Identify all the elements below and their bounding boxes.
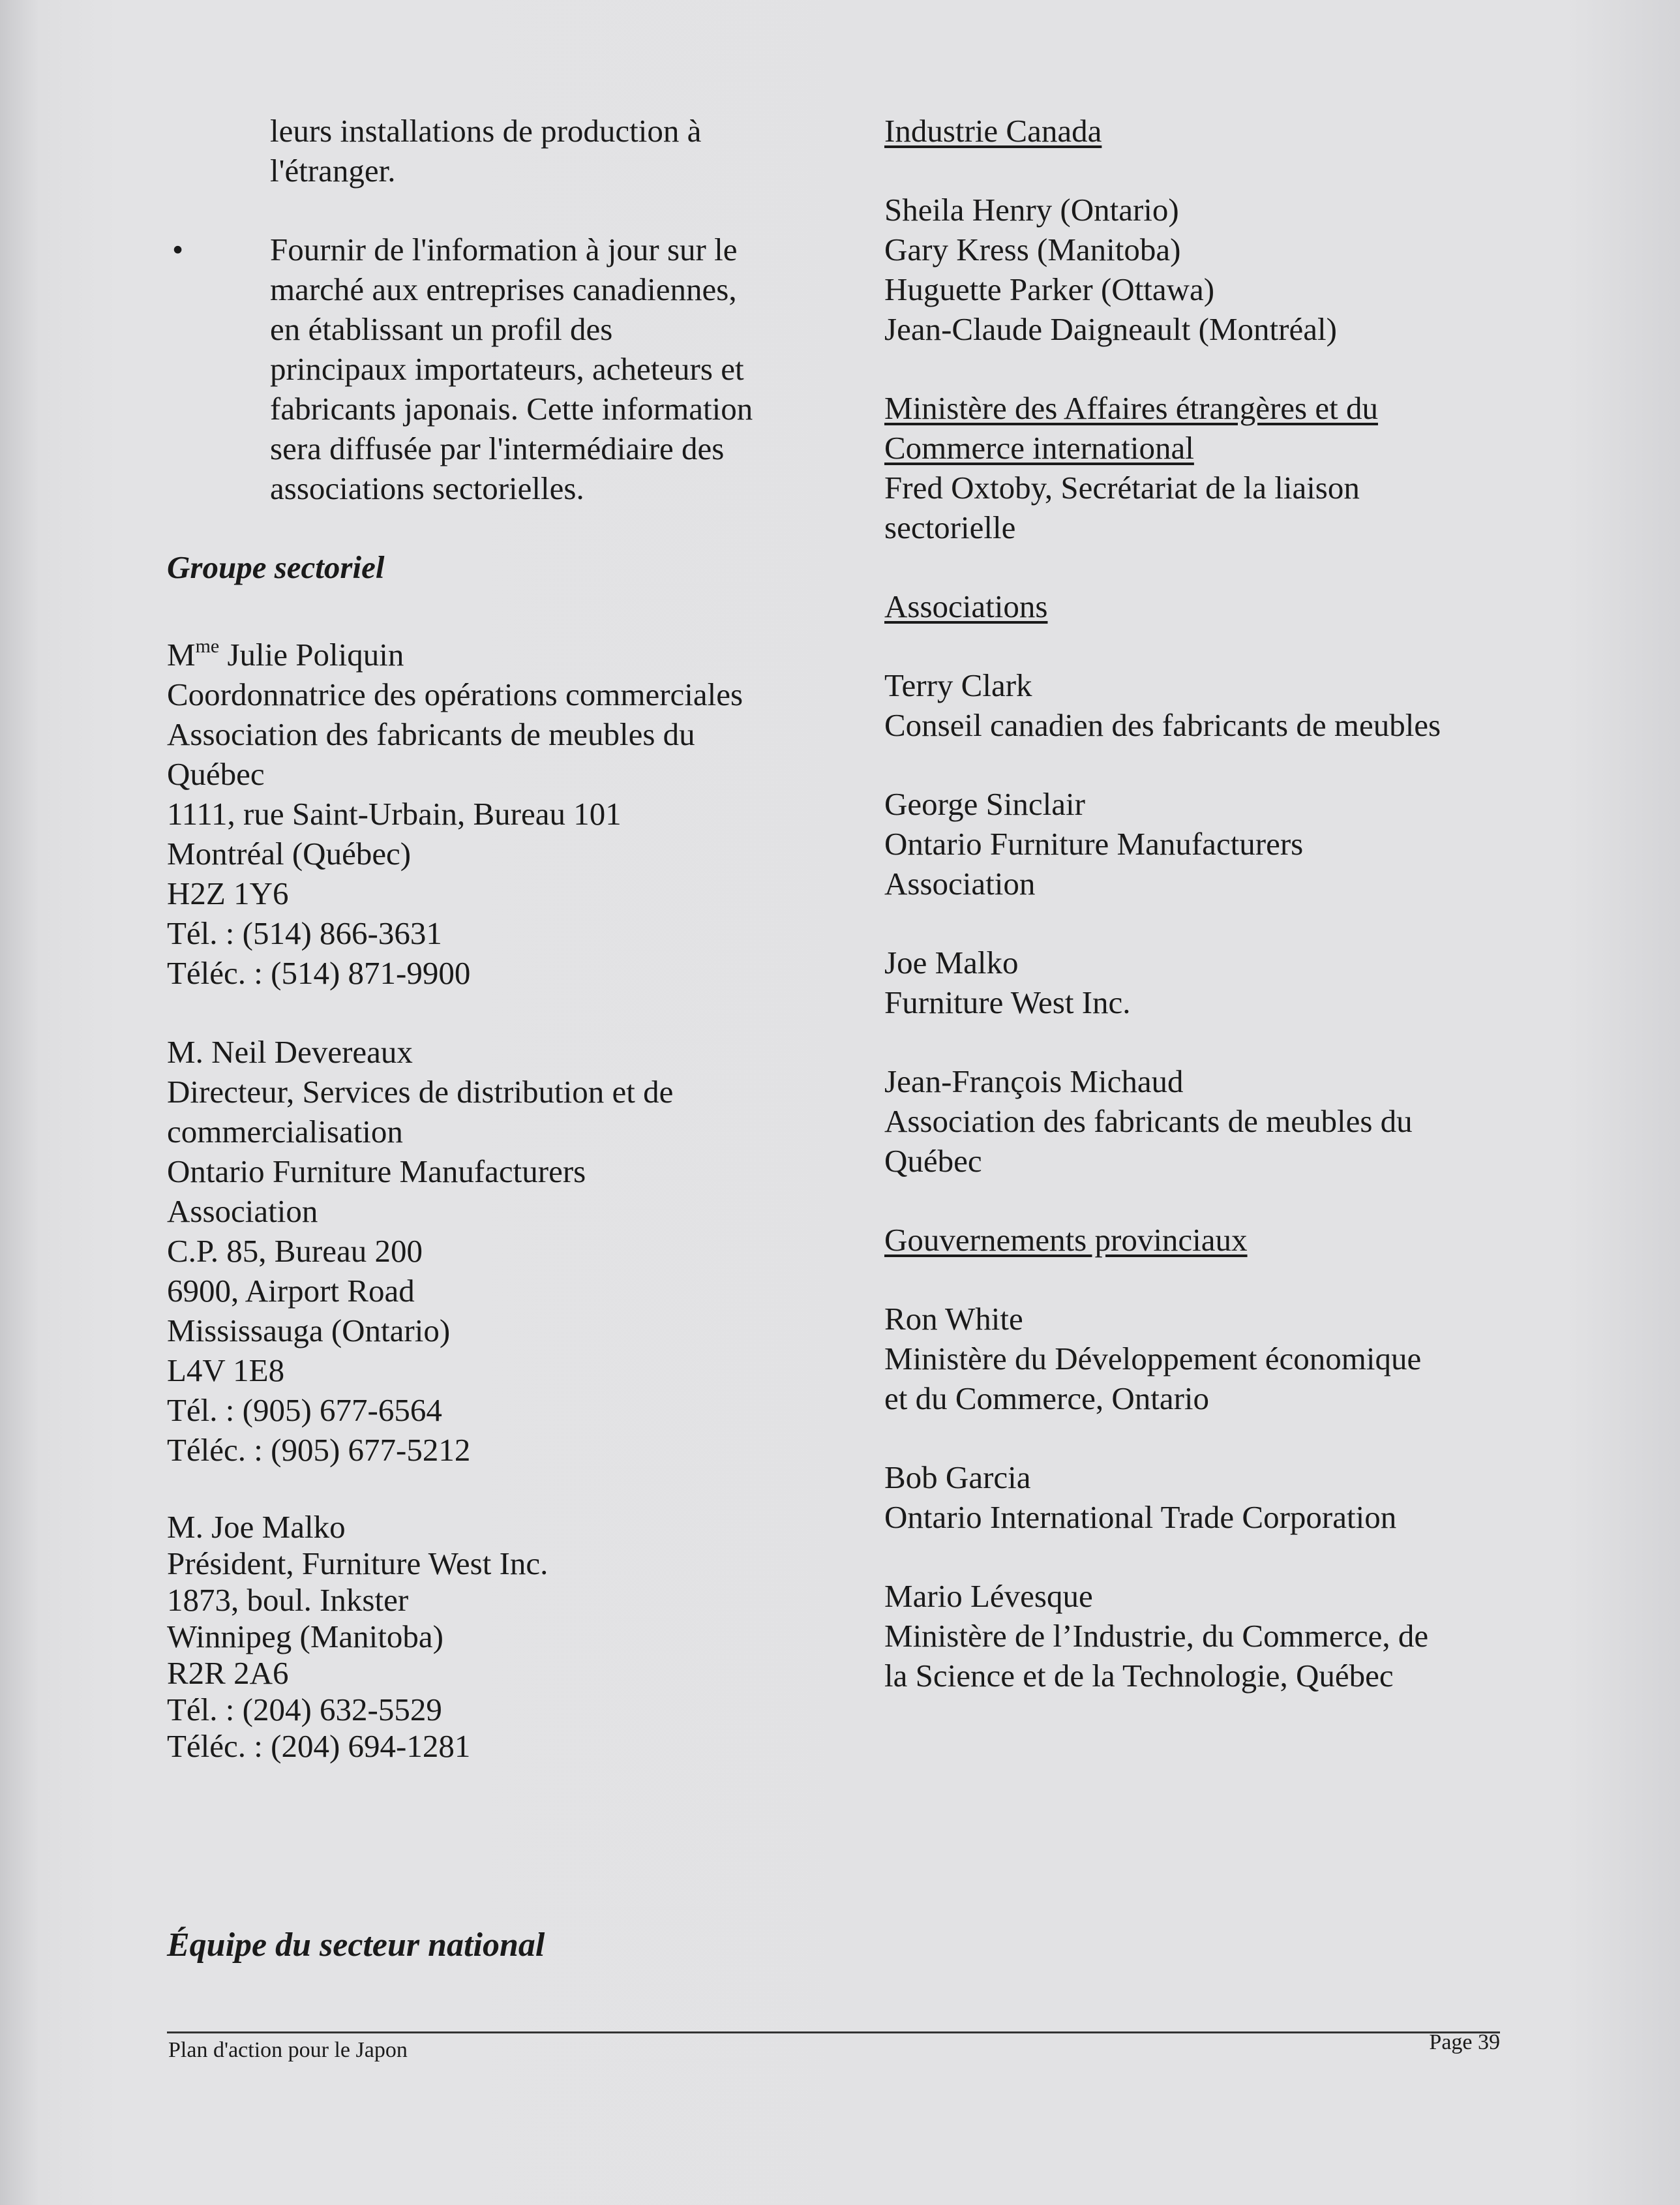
text-line: Ron White [884, 1301, 1023, 1337]
section-heading-maeci: Commerce international [884, 430, 1194, 466]
text-line: la Science et de la Technologie, Québec [884, 1658, 1394, 1694]
text-line: marché aux entreprises canadiennes, [270, 271, 737, 307]
bullet-icon: • [172, 232, 184, 267]
text-line: Québec [167, 756, 265, 792]
text-line: Directeur, Services de distribution et de [167, 1074, 674, 1110]
province-entry [884, 1457, 1510, 1537]
text-line: Ministère de l’Industrie, du Commerce, de [884, 1618, 1429, 1654]
text-line: Téléc. : (514) 871-9900 [167, 955, 471, 991]
text-line: C.P. 85, Bureau 200 [167, 1233, 423, 1269]
page-number: Page 39 [1429, 2030, 1500, 2054]
member-list [884, 190, 1510, 349]
bullet-item [167, 230, 785, 508]
text-line: Ontario Furniture Manufacturers [884, 826, 1304, 862]
text-line: Joe Malko [884, 945, 1019, 981]
text-line: commercialisation [167, 1114, 403, 1149]
section-heading-gouvernements-provinciaux: Gouvernements provinciaux [884, 1222, 1248, 1258]
association-entry [884, 1061, 1510, 1181]
text-line: Président, Furniture West Inc. [167, 1545, 548, 1581]
text-line: Ontario Furniture Manufacturers [167, 1153, 586, 1189]
left-column [167, 111, 785, 1765]
contact-block [167, 626, 785, 993]
section-heading-groupe-sectoriel: Groupe sectoriel [167, 549, 385, 585]
text-line: Terry Clark [884, 667, 1032, 703]
contact-block [167, 1032, 785, 1470]
text-line: l'étranger. [270, 153, 396, 189]
text-line: Ministère du Développement économique [884, 1341, 1422, 1376]
text-line: Association [884, 866, 1036, 902]
text-line: Téléc. : (204) 694-1281 [167, 1728, 471, 1764]
contact-name: $M^{me}$ Julie Poliquin [167, 635, 404, 673]
list-item: Huguette Parker (Ottawa) [884, 271, 1215, 307]
text-line: et du Commerce, Ontario [884, 1380, 1210, 1416]
continued-bullet-text [167, 111, 785, 190]
text-line: Association [167, 1193, 318, 1229]
text-line: 1873, boul. Inkster [167, 1582, 409, 1618]
association-entry [884, 665, 1510, 745]
text-line: sectorielle [884, 509, 1016, 545]
right-column [884, 111, 1510, 1696]
text-line: Mario Lévesque [884, 1578, 1093, 1614]
maeci-block [884, 388, 1510, 547]
text-line: Ontario International Trade Corporation [884, 1499, 1397, 1535]
text-line: Bob Garcia [884, 1459, 1031, 1495]
contact-name: M. Joe Malko [167, 1509, 346, 1545]
text-line: Québec [884, 1143, 982, 1179]
text-line: Association des fabricants de meubles du [884, 1103, 1413, 1139]
text-line: principaux importateurs, acheteurs et [270, 351, 744, 387]
text-line: Téléc. : (905) 677-5212 [167, 1432, 471, 1468]
text-line: Jean-François Michaud [884, 1063, 1184, 1099]
text-line: Tél. : (514) 866-3631 [167, 915, 442, 951]
text-line: L4V 1E8 [167, 1352, 285, 1388]
text-line: en établissant un profil des [270, 311, 613, 347]
list-item: Sheila Henry (Ontario) [884, 192, 1179, 228]
section-heading-maeci: Ministère des Affaires étrangères et du [884, 390, 1378, 426]
text-line: leurs installations de production à [270, 113, 702, 149]
text-line: fabricants japonais. Cette information [270, 391, 753, 427]
section-heading-industrie-canada: Industrie Canada [884, 113, 1102, 149]
contact-block [167, 1509, 785, 1765]
text-line: Montréal (Québec) [167, 836, 412, 872]
text-line: R2R 2A6 [167, 1655, 289, 1691]
section-heading-associations: Associations [884, 588, 1048, 624]
text-line: 1111, rue Saint-Urbain, Bureau 101 [167, 796, 622, 832]
text-line: Fournir de l'information à jour sur le [270, 232, 738, 267]
text-line: Fred Oxtoby, Secrétariat de la liaison [884, 470, 1360, 506]
footer-divider [167, 2031, 1500, 2033]
text-line: Tél. : (204) 632-5529 [167, 1692, 442, 1727]
text-line: Furniture West Inc. [884, 984, 1131, 1020]
text-line: associations sectorielles. [270, 470, 584, 506]
association-entry [884, 784, 1510, 904]
text-line: Conseil canadien des fabricants de meubles [884, 707, 1441, 743]
text-line: Association des fabricants de meubles du [167, 716, 695, 752]
text-line: Winnipeg (Manitoba) [167, 1619, 443, 1654]
text-line: 6900, Airport Road [167, 1273, 415, 1309]
text-line: Coordonnatrice des opérations commerciales [167, 677, 743, 712]
list-item: Gary Kress (Manitoba) [884, 232, 1181, 267]
province-entry [884, 1299, 1510, 1418]
text-line: sera diffusée par l'intermédiaire des [270, 431, 725, 466]
association-entry [884, 943, 1510, 1022]
text-line: Tél. : (905) 677-6564 [167, 1392, 442, 1428]
contact-name: M. Neil Devereaux [167, 1034, 413, 1070]
footer-title: Plan d'action pour le Japon [168, 2038, 408, 2062]
text-line: H2Z 1Y6 [167, 875, 289, 911]
text-line: Mississauga (Ontario) [167, 1313, 451, 1348]
text-line: George Sinclair [884, 786, 1085, 822]
province-entry [884, 1576, 1510, 1696]
list-item: Jean-Claude Daigneault (Montréal) [884, 311, 1337, 347]
section-heading-equipe-nationale: Équipe du secteur national [167, 1926, 545, 1964]
